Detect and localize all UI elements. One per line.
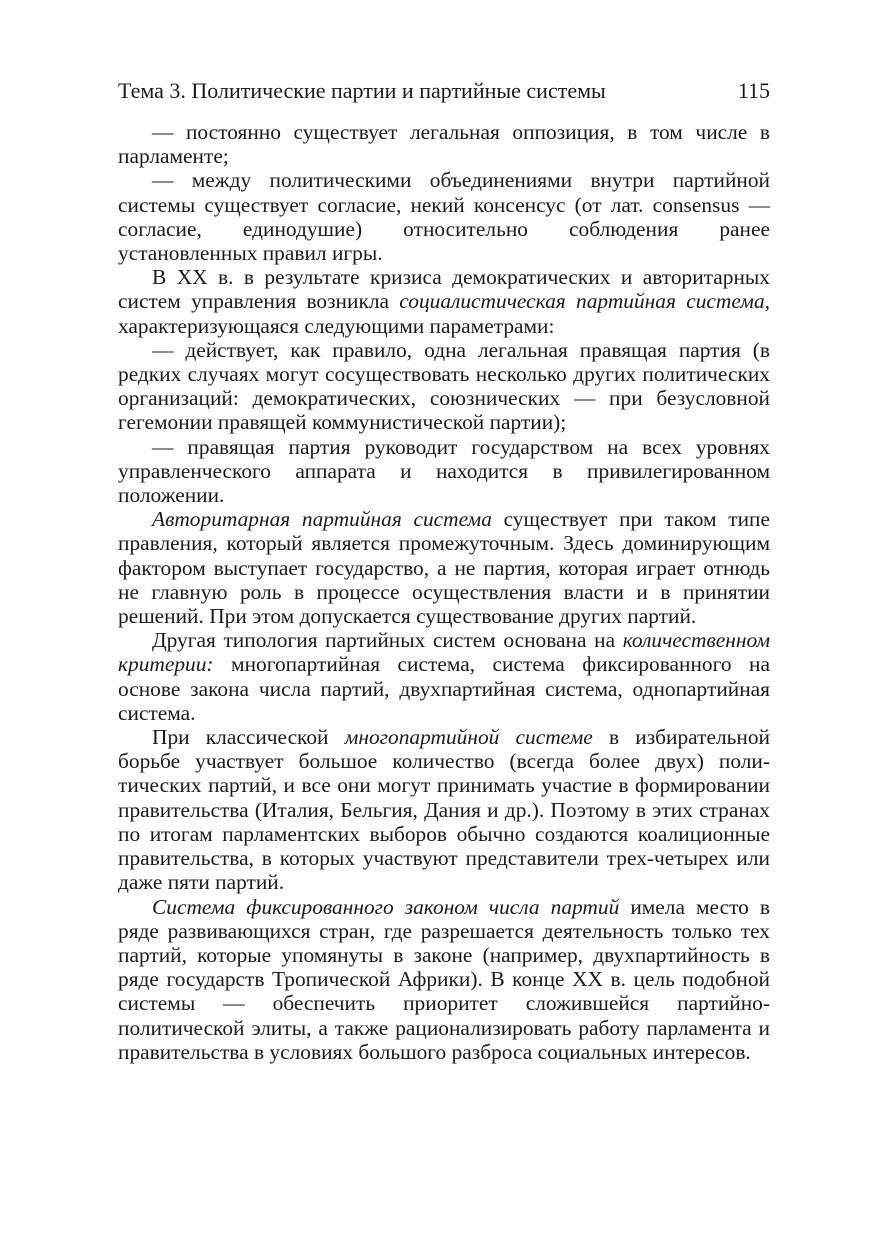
paragraph-text: существует при таком типе правления, который является промежуточным. Здесь доминирующим фактором выступает государство, а не партия, которая играет отнюдь не главную роль в процессе осуществления власти и в принятии решений. При этом допускается существование других партий.: [118, 507, 770, 629]
chapter-title: Тема 3. Политические партии и партийные системы: [118, 78, 606, 103]
paragraph: [118, 265, 770, 338]
paragraph: — действует, как правило, одна легальная правящая партия (в редких случаях могут сосуществовать несколько других политических организаций: демократических, союзнических — при безусловной гегемонии правящей коммунистической партии);: [118, 337, 770, 435]
paragraph: — правящая партия руководит государством на всех уровнях управленческого аппарата и находится в привилегированном положении.: [118, 434, 770, 508]
paragraph: [118, 507, 770, 628]
paragraph-text: В XX в. в результате кризиса демократических и авторитарных систем управления возникла: [118, 265, 770, 314]
body-text: [118, 120, 770, 1064]
emphasized-term: Авторитарная партийная система: [152, 507, 492, 532]
paragraph: — между политическими объединениями внутри партийной системы существует согласие, некий консенсус (от лат. consensus — согласие, единодушие) относительно соблюдения ранее установленных правил игры.: [118, 168, 770, 266]
paragraph: [118, 895, 770, 1064]
paragraph-text: многопартийная система, система фиксированного на основе закона числа партий, двухпартийная система, однопартийная система.: [118, 652, 770, 725]
book-page: [118, 76, 770, 1064]
page-number: 115: [737, 78, 770, 103]
running-head: [118, 76, 770, 106]
emphasized-term: социалистическая партийная система,: [399, 289, 770, 314]
emphasized-term: количественном критерии:: [118, 628, 770, 677]
emphasized-term: многопартийной системе: [344, 725, 593, 750]
paragraph: [118, 628, 770, 725]
paragraph: [118, 725, 770, 894]
paragraph-text: При классической: [152, 725, 345, 750]
paragraph-text: имела место в ряде развивающихся стран, где разрешается деятельность только тех партий, которые упомянуты в законе (например, двухпартийность в ряде государств Тропической Африки). В конце XX в. цель подобной системы — обеспечить приоритет сложившейся партийно-политической элиты, а также рационализировать работу парламента и правительства в условиях большого разброса социальных интересов.: [118, 894, 770, 1064]
paragraph-text: характеризующаяся следующими параметрами:: [118, 313, 555, 338]
paragraph: — постоянно существует легальная оппозиция, в том числе в парламенте;: [118, 120, 770, 169]
paragraph-text: в избирательной борьбе участвует большое количество (всегда более двух) политических партий, и все они могут принимать участие в формировании правительства (Италия, Бельгия, Дания и др.). Поэтому в этих странах по итогам парламентских выборов обычно создаются коалиционные правительства, в которых участвуют представители трех-четырех или даже пяти партий.: [118, 725, 770, 895]
emphasized-term: Система фиксированного законом числа партий: [152, 894, 620, 919]
paragraph-text: Другая типология партийных систем основана на: [152, 628, 623, 653]
